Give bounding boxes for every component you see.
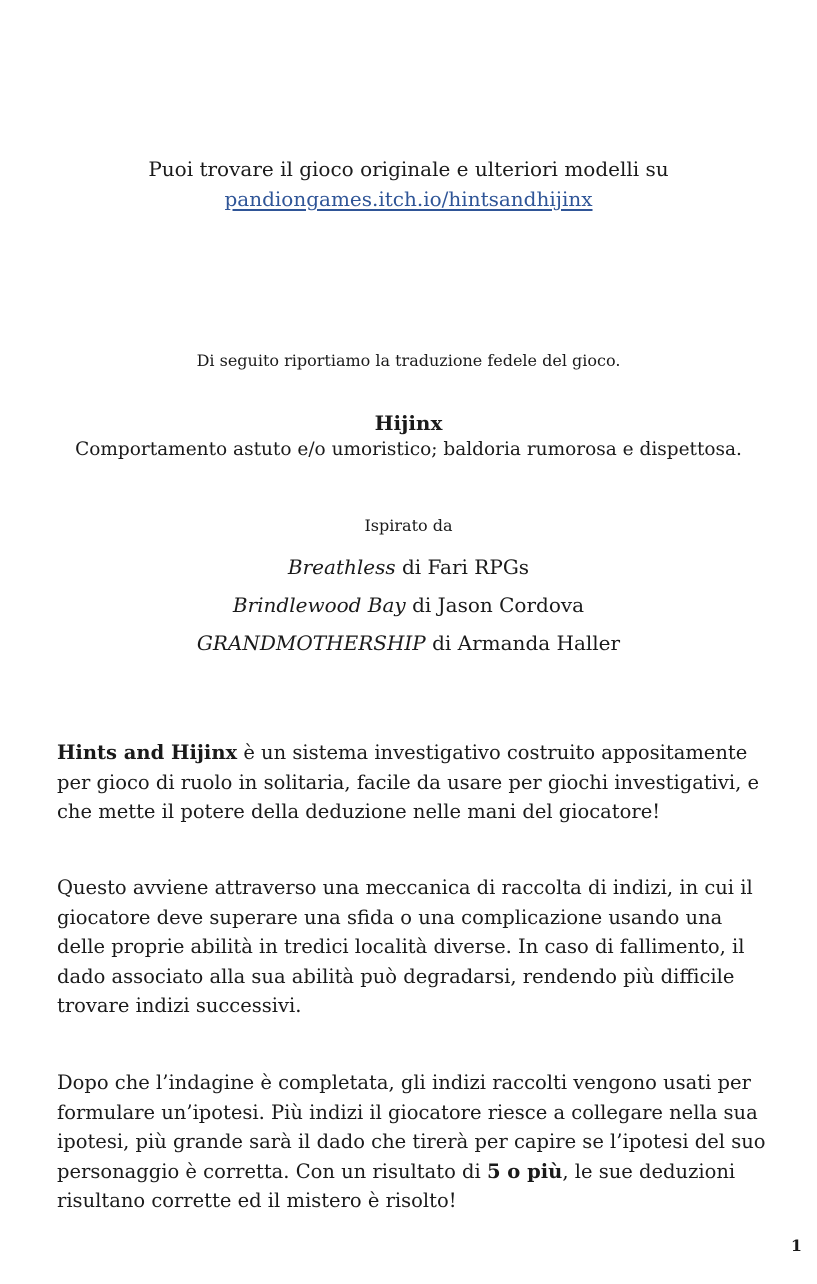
- inspired-by-list: [0, 548, 817, 662]
- inspired-item-breathless: Breathless di Fari RPGs: [287, 555, 530, 579]
- paragraph-intro: Hints and Hijinx è un sistema investigativo costruito appositamente per gioco di ruolo in solitaria, facile da usare per giochi investigativi, e che mette il potere della deduzione nelle mani del giocatore!: [57, 741, 760, 823]
- hijinx-definition: Comportamento astuto e/o umoristico; baldoria rumorosa e dispettosa.: [75, 439, 742, 460]
- intro-block: [0, 154, 817, 214]
- faithful-translation-note: Di seguito riportiamo la traduzione fedele del gioco.: [196, 351, 621, 370]
- itch-link[interactable]: pandiongames.itch.io/hintsandhijinx: [224, 187, 593, 211]
- intro-text: Puoi trovare il gioco originale e ulteriori modelli su: [148, 157, 669, 181]
- paragraph-clue-mechanic: Questo avviene attraverso una meccanica di raccolta di indizi, in cui il giocatore deve superare una sfida o una complicazione usando una delle proprie abilità in tredici località diverse. In caso di fallimento, il dado associato alla sua abilità può degradarsi, rendendo più difficile trovare indizi successivi.: [57, 876, 753, 1017]
- paragraph-theory: Dopo che l’indagine è completata, gli indizi raccolti vengono usati per formulare un’ipotesi. Più indizi il giocatore riesce a collegare nella sua ipotesi, più grande sarà il dado che tirerà per capire se l’ipotesi del suo personaggio è corretta. Con un risultato di 5 o più, le sue deduzioni risultano corrette ed il mistero è risolto!: [57, 1071, 766, 1212]
- inspired-item-grandmothership: GRANDMOTHERSHIP di Armanda Haller: [196, 631, 621, 655]
- hijinx-title: Hijinx: [374, 411, 443, 435]
- page-number: 1: [790, 1236, 802, 1255]
- inspired-by-label: Ispirato da: [364, 516, 453, 535]
- inspired-item-brindlewood-bay: Brindlewood Bay di Jason Cordova: [232, 593, 585, 617]
